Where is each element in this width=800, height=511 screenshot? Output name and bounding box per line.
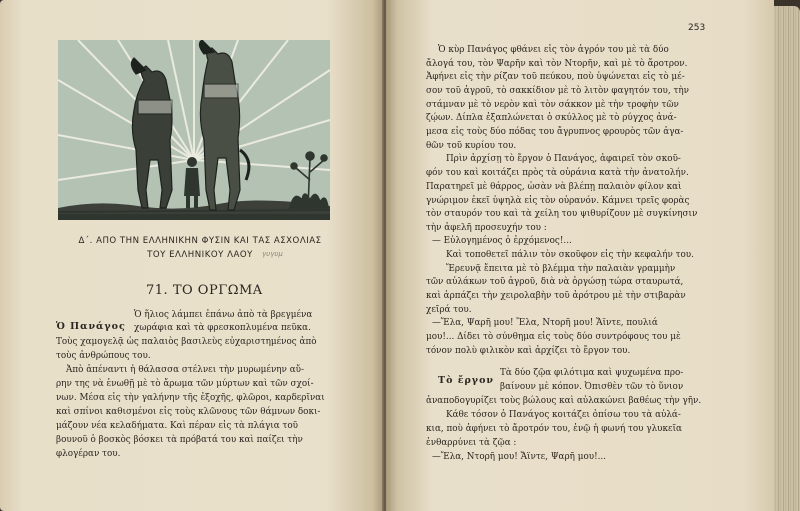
text-line: σον τοῦ ἀγροῦ, τὸ σακκίδιον μὲ τὸ λιτὸν φαγητόν του, τὴν xyxy=(426,86,689,96)
section-caption-line-1: Δ΄. ΑΠΟ ΤΗΝ ΕΛΛΗΝΙΚΗΝ ΦΥΣΙΝ ΚΑΙ ΤΑΣ ΑΣΧΟΛΙΑΣ xyxy=(78,236,322,246)
text-line: μεσα εἰς τοὺς δύο πόδας του ἄγρυπνος φρουρὸς τῶν ἀγα- xyxy=(426,127,684,137)
section-caption-line-2: ΤΟΥ ΕΛΛΗΝΙΚΟΥ ΛΑΟΥ xyxy=(147,250,253,260)
plant xyxy=(290,152,328,208)
page-number: 253 xyxy=(688,23,706,33)
text-line: —Ἔλα, Ντορῆ μου! Ἄϊντε, Ψαρῆ μου!... xyxy=(432,452,607,462)
text-line: καὶ ἁρπάζει τὴν χειρολαβὴν τοῦ ἀρότρου μὲ τὴν στιβαρὰν xyxy=(426,291,686,301)
text-line: ρην της νὰ ἑνωθῇ μὲ τὸ ἄρωμα τῶν μύρτων καὶ τῶν σχοί- xyxy=(56,379,314,389)
text-line: Τὰ δύο ζῷα φιλότιμα καὶ ψυχωμένα προ- xyxy=(500,368,684,378)
text-line: φλογέραν του. xyxy=(56,449,121,459)
text-line: — Εὐλογημένος ὁ ἐρχόμενος!... xyxy=(432,236,572,246)
farmer-figure xyxy=(184,157,200,208)
text-line: Ὁ ἥλιος λάμπει ἐπάνω ἀπὸ τὰ βρεγμένα xyxy=(134,310,313,320)
text-line: τὸν σταυρόν του καὶ τὰ χείλη του ψιθυρίζουν μὲ συγκίνησιν xyxy=(426,209,698,219)
left-page xyxy=(0,0,384,511)
illustration-svg xyxy=(58,40,330,220)
left-horse xyxy=(131,58,172,208)
text-line: ἐνθαρρύνει τὰ ζῷα : xyxy=(426,438,517,448)
side-heading-panagos: Ὁ Πανάγος xyxy=(56,321,126,332)
text-line: Ἀφήνει εἰς τὴν ρίζαν τοῦ πεύκου, ποὺ ὑψώνεται εἰς τὸ μέ- xyxy=(426,72,685,82)
right-horse xyxy=(199,40,248,210)
text-line: τοὺς ἀνθρώπους του. xyxy=(56,351,151,361)
illustration-border xyxy=(58,214,330,220)
chapter-number: 71. xyxy=(146,283,169,298)
page-edges xyxy=(774,6,800,511)
text-line: Παρατηρεῖ μὲ θάρρος, ὡσὰν νὰ βλέπῃ παλαιὸν φίλον καὶ xyxy=(426,182,682,192)
text-line: ἀναποδογυρίζει τοὺς βώλους καὶ αὐλακώνει βαθέως τὴν γῆν. xyxy=(426,396,702,406)
text-line: Τοὺς χαμογελᾷ ὡς παλαιὸς βασιλεὺς εὐχαριστημένος ἀπὸ xyxy=(56,337,317,347)
text-line: Ὁ κὺρ Πανάγος φθάνει εἰς τὸν ἀγρόν του μὲ τὰ δύο xyxy=(438,45,669,55)
text-line: μου!... Δίδει τὸ σύνθημα εἰς τοὺς δύο συντρόφους του μὲ xyxy=(426,332,681,342)
text-line: νων. Μέσα εἰς τὴν γαλήνην τῆς ἐξοχῆς, φλῶροι, καρδερῖναι xyxy=(56,393,325,403)
text-line: τόνον πολὺ φιλικὸν καὶ ἀρχίζει τὸ ἔργον του. xyxy=(426,346,631,356)
text-line: ἄλογά του, τὸν Ψαρῆν καὶ τὸν Ντορῆν, καὶ μὲ τὸ ἄροτρον. xyxy=(426,59,688,69)
text-line: Πρὶν ἀρχίσῃ τὸ ἔργον ὁ Πανάγος, ἀφαιρεῖ τὸν σκοῦ- xyxy=(446,154,681,164)
text-line: —Ἔλα, Ψαρῆ μου! Ἔλα, Ντορῆ μου! Ἄϊντε, πουλιά xyxy=(432,318,658,328)
ploughing-horses-illustration xyxy=(58,40,330,220)
text-line: βουνοῦ ὁ βοσκὸς βόσκει τὰ πρόβατά του καὶ παίζει τὴν xyxy=(56,435,303,445)
text-line: τῶν αὐλάκων τοῦ ἀγροῦ, διὰ νὰ ὀργώσῃ τώρα σταυρωτά, xyxy=(426,277,684,287)
text-line: φόν του καὶ κοιτάζει πρὸς τὰ οὐράνια κατὰ τὴν ἀνατολήν. xyxy=(426,168,689,178)
text-line: γνώριμον ἐκεῖ ὑψηλὰ εἰς τὸν οὐρανόν. Κάμνει τρεῖς φορὰς xyxy=(426,196,690,206)
text-line: μάζουν νέα κελαδήματα. Καὶ πέραν εἰς τὰ πλάγια τοῦ xyxy=(56,421,298,431)
text-line: Καὶ τοποθετεῖ πάλιν τὸν σκοῦφον εἰς τὴν κεφαλήν του. xyxy=(446,250,694,260)
text-line: χωράφια καὶ τὰ φρεσκοπλυμένα πεῦκα. xyxy=(134,323,311,333)
pencil-scribble: γυγυμ xyxy=(262,250,283,258)
text-line: κια, ποὺ ἀφήνει τὸ ἄροτρόν του, ἐνῷ ἡ φωνή του γλυκεῖα xyxy=(426,424,682,434)
text-line: στάμναν μὲ τὸ νερὸν καὶ τὸν σάκκον μὲ τὴν τροφὴν τῶν xyxy=(426,100,679,110)
text-line: χεῖρά του. xyxy=(426,305,472,315)
chapter-title-text: ΤΟ ΟΡΓΩΜΑ xyxy=(172,283,263,298)
text-line: Κάθε τόσον ὁ Πανάγος κοιτάζει ὀπίσω του τὰ αὐλά- xyxy=(446,410,681,420)
text-line: τὴν ἀφελῆ προσευχήν του : xyxy=(426,223,547,233)
chapter-title xyxy=(146,283,263,298)
text-line: Ἔρευνᾷ ἔπειτα μὲ τὸ βλέμμα τὴν παλαιὰν γραμμὴν xyxy=(446,264,676,274)
text-line: καὶ σπίνοι καθισμένοι εἰς τοὺς κλῶνους τῶν θάμνων δοκι- xyxy=(56,407,321,417)
text-line: βαίνουν μὲ κόπον. Ὀπισθὲν τῶν τὸ ὕνιον xyxy=(500,382,684,392)
text-line: θῶν τοῦ κυρίου του. xyxy=(426,141,517,151)
text-line: ζῴων. Δίπλα ἐξαπλώνεται ὁ σκύλλος μὲ τὸ ρύγχος ἀνά- xyxy=(426,113,677,123)
side-heading-ergon: Τὸ ἔργον xyxy=(438,375,495,386)
text-line: Ἀπὸ ἀπέναντι ἡ θάλασσα στέλνει τὴν μυρωμένην αὔ- xyxy=(66,365,304,375)
